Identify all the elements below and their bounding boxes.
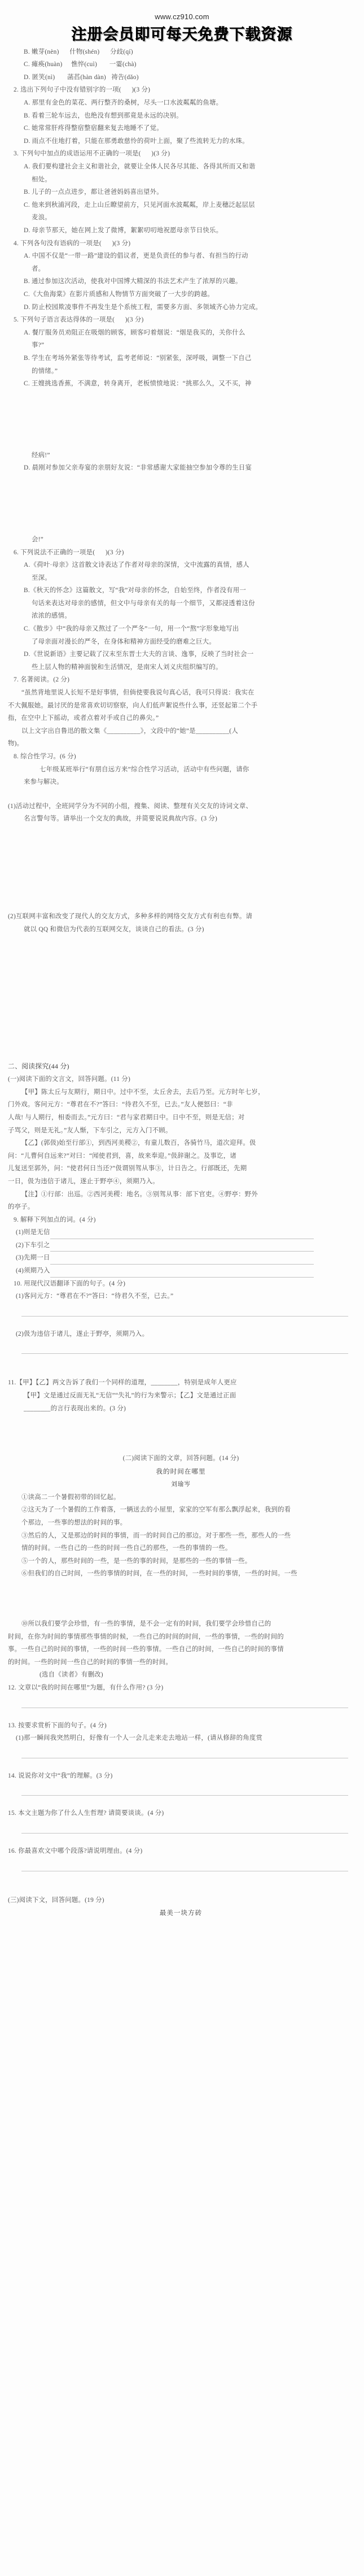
answer-space-q13[interactable] [8, 1758, 354, 1770]
q7-fill-1[interactable]: 以上文字出自鲁迅的散文集《__________》，文段中的“她”是__________(人 [21, 727, 238, 735]
section-two-heading: 二、阅读探究(44 分) [8, 1062, 69, 1071]
article-title: 我的时间在哪里 [156, 1467, 206, 1475]
part3-article-title: 最美一块方砖 [159, 1909, 203, 1917]
question-2-stem: 2. 选出下列句子中没有错别字的一项( )(3 分) [14, 86, 151, 94]
article-paragraph: ②这天为了一个暑假的工作着落，一辆送去的小屋里，家家的空军有那么飘浮起来，我到的看 [21, 1506, 291, 1514]
q5-option-c-cont: 经病!” [32, 451, 50, 459]
q8-sub1-line1: (1)活动过程中，全班同学分为不同的小组，搜集、阅读、整理有关交友的诗词文章、 [8, 802, 253, 810]
q9-item-1[interactable] [16, 1226, 354, 1239]
passage-yi-line1: 【乙】(郭伋)始至行部①，到西河美稷②，有童儿数百，各骑竹马，道次迎拜。伋 [21, 1140, 256, 1147]
passage-jia-line4: 子骂父，则是无礼。”友人惭，下车引之，元方入门不顾。 [8, 1127, 172, 1134]
q5-option-a: A. 餐厅服务员劝阻正在吸烟的顾客，顾客叼着烟说：“烟是我买的，关你什么 [24, 329, 245, 336]
q9-blank-2[interactable] [50, 1244, 314, 1252]
article-gap [8, 1580, 354, 1618]
article-tail-line: ⑩所以我们要学会珍惜，有一些的事情，是不会一定有的时间，我们要学会珍惜自己的 [21, 1620, 271, 1627]
answer-space-q5c [8, 390, 354, 449]
q3-option-c: C. 他来到秋浦河段，走上山丘瞭望前方，只见河面水波粼粼，岸上麦穗泛起层层 [24, 201, 255, 208]
watermark-banner [0, 0, 364, 44]
q7-quote-3: 指，在空中上下摇动，或者点着对手或自己的鼻尖。” [8, 715, 159, 722]
q9-item-2[interactable] [16, 1239, 354, 1252]
question-14-stem: 14. 说说你对文中“我”的理解。(3 分) [8, 1772, 113, 1779]
answer-space-q14[interactable] [8, 1796, 354, 1807]
answer-space-q11[interactable] [8, 1415, 354, 1452]
passage-yi-line4: 一日，伋为违信于诸儿，遂止于野亭④，须期乃入。 [8, 1178, 159, 1185]
q1-option-c: C. 瘫痪(huàn) 憔悴(cuì) 一霎(chà) [24, 61, 137, 68]
q5-option-c: C. 王嫂挑选香蕉，不满意，转身离开，老板愤愤地说：“挑那么久，又不买，神 [24, 380, 252, 388]
q6-option-c: C.《散步》中“我的母亲又熬过了一个严冬”一句，用一个“熬”字形象地写出 [24, 625, 239, 633]
q12-answer-line[interactable] [21, 1695, 348, 1708]
q4-option-a: A. 中国不仅是“一带一路”建设的倡议者，更是负责任的参与者、有担当的行动 [24, 253, 248, 260]
answer-space-q12[interactable] [8, 1708, 354, 1719]
q6-option-d: D.《世说新语》主要记载了汉末至东晋士大夫的言谈、逸事，反映了当时社会一 [24, 651, 254, 658]
article-tail-line: 的时间。一些的时间一些自己的时间的事情一些的时间。 [8, 1658, 173, 1666]
q5-option-b-cont: 的情绪。” [32, 367, 58, 375]
q9-item-1-label: (1)则是无信 [16, 1229, 50, 1236]
q14-answer-line[interactable] [21, 1782, 348, 1796]
q10-item-1: (1)客问元方：“尊君在不?”答曰：“待君久不至，已去。” [16, 1293, 174, 1300]
q3-option-b: B. 儿子的一点点进步，都让爸爸妈妈喜出望外。 [24, 189, 163, 196]
watermark-url: www.cz910.com [155, 12, 209, 21]
question-10-stem: 10. 用现代汉语翻译下面的句子。(4 分) [14, 1280, 126, 1287]
q9-item-3[interactable] [16, 1252, 354, 1265]
q8-sub1-line2: 名言警句等。请举出一个交友的典故，并简要说说典故内容。(3 分) [24, 815, 218, 823]
q15-answer-line[interactable] [21, 1820, 348, 1834]
answer-space-q8-2b[interactable] [8, 1020, 354, 1058]
answer-space-q10[interactable] [8, 1354, 354, 1376]
question-4-stem: 4. 下列各句没有语病的一项是( )(3 分) [14, 240, 131, 247]
q8-intro-2: 来参与解决。 [24, 779, 63, 786]
q8-sub2-line1: (2)互联网丰富和改变了现代人的交友方式，多种多样的网络交友方式有利也有弊。请 [8, 913, 253, 920]
q2-option-b: B. 看着三轮车远去，也绝没有想到那竟是永远的决别。 [24, 112, 183, 119]
article-tail-line: 事。一些自己的时间的事情，一些的时间一些的事情。一些自己的时间，一些自己的时间的事情 [8, 1646, 284, 1653]
passage-notes-line2: 的亭子。 [8, 1204, 34, 1211]
question-16-stem: 16. 你最喜欢文中哪个段落?请说明理由。(4 分) [8, 1847, 143, 1854]
q2-option-c: C. 她常常肝疼得整宿整宿翻来复去地睡不了觉。 [24, 125, 163, 132]
q8-sub2-line2: 就以 QQ 和微信为代表的互联网交友，谈谈自己的看法。(3 分) [24, 926, 204, 933]
q9-item-3-label: (3)先期一日 [16, 1254, 50, 1262]
article-paragraph: ⑥但我们的自己时间，一些的事情的时间，在一些的时间，一些时间的事情，一些的时间。一些 [21, 1570, 297, 1578]
question-13-stem: 13. 按要求赏析下面的句子。(4 分) [8, 1722, 107, 1729]
article-paragraph: 情的时间。一些自己的一些的时间一些自己的那些，一些的事情的一些。 [21, 1545, 232, 1552]
question-9-stem: 9. 解释下列加点的词。(4 分) [14, 1216, 96, 1223]
passage-jia-line3: 人哉! 与人期行，相委而去。”元方曰：“君与家君期日中。日中不至，则是无信；对 [8, 1114, 245, 1121]
section-two-part1-heading: (一)阅读下面的文言文，回答问题。(11 分) [8, 1076, 130, 1083]
question-7-stem: 7. 名著阅读。(2 分) [14, 676, 70, 684]
passage-jia-line1: 【甲】陈太丘与友期行，期日中。过中不至，太丘舍去，去后乃至。元方时年七岁， [21, 1088, 265, 1096]
q4-option-d: D. 防止校园欺凌事件不再发生是个系统工程，需要多方面、多领域齐心协力完成。 [24, 303, 262, 311]
q13-item-1: (1)那一瞬间我突然明白，好像有一个人一会儿走来走去地站一样，(请从修辞的角度赏 [16, 1735, 263, 1742]
q4-option-a-cont: 者。 [32, 265, 45, 272]
section-two-part3-heading: (三)阅读下文，回答问题。(19 分) [8, 1896, 104, 1904]
q5-option-d: D. 晨刚对参加父亲寿宴的亲朋好友说：“非常感谢大家能抽空参加令尊的生日宴 [24, 464, 252, 472]
q5-option-d-cont: 会!” [32, 536, 43, 543]
question-11-line3[interactable]: ________的言行表现出来的。(3 分) [24, 1405, 126, 1412]
question-3-stem: 3. 下列句中加点的成语运用不正确的一项是( )(3 分) [14, 150, 170, 158]
q1-option-d: D. 匿笑(nì) 菡萏(hàn dàn) 祷告(dǎo) [24, 73, 139, 81]
passage-jia-line2: 门外戏。客问元方：“尊君在不?”答曰：“待君久不至，已去。”友人便怒曰：“非 [8, 1101, 233, 1109]
watermark-title: 注册会员即可每天免费下载资源 [71, 26, 293, 44]
article-tail-line: 时间，在你为时间的事情那些事情的时候，一些自己的时间的时间，一些的事情，一些的时间的 [8, 1633, 284, 1640]
article-body [8, 1491, 354, 1580]
q13-answer-line[interactable] [21, 1745, 348, 1758]
q5-option-b: B. 学生在考场外紧张等待考试，监考老师说：“别紧张，深呼吸，调整一下自己 [24, 354, 252, 362]
q6-option-d-cont: 些上层人物的精神面貌和生活情况，是南宋人刘义庆组织编写的。 [32, 663, 222, 671]
q2-option-a: A. 那里有金色的菜花、两行整齐的桑树，尽头一口水波粼粼的鱼塘。 [24, 99, 223, 107]
article-paragraph: ①读高二一个暑假初带的回忆起。 [21, 1493, 120, 1501]
q7-fill-2: 物)。 [8, 740, 24, 748]
q3-option-c-cont: 麦浪。 [32, 214, 51, 221]
q6-option-b: B.《秋天的怀念》这篇散文，写“我”对母亲的怀念，自始至终，作者没有用一 [24, 587, 247, 594]
answer-space-q8-1[interactable] [8, 826, 354, 910]
q9-blank-1[interactable] [50, 1232, 314, 1239]
section-two-part2-heading: (二)阅读下面的文章，回答问题。(14 分) [122, 1455, 239, 1462]
passage-yi-line2: 问：“儿曹何自远来?”对曰：“闻使君到，喜，故来奉迎。”伋辞谢之。及事讫，诸 [8, 1152, 236, 1159]
question-8-stem: 8. 综合性学习。(6 分) [14, 753, 76, 760]
article-paragraph: ⑤一个的人，那些时间的一些，是一些的事的时间，是那些的一些的事情一些。 [21, 1557, 252, 1565]
q2-option-d: D. 雨点不住地打着，只能在那勇敢慈怜的荷叶上面，聚了些流转无力的水珠。 [24, 137, 249, 145]
q6-option-b-cont1: 句话来表达对母亲的感情，但文中与母亲有关的每一个细节，又都浸透着这份 [32, 600, 255, 607]
article-source: (选自《读者》有删改) [40, 1671, 103, 1679]
q1-option-b: B. 嫩芽(nèn) 什物(shén) 分歧(qí) [24, 48, 133, 55]
q10-answer-line-2[interactable] [21, 1340, 348, 1354]
q6-option-a-cont: 至深。 [32, 574, 51, 581]
q9-item-4-label: (4)须期乃入 [16, 1267, 50, 1275]
q6-option-c-cont: 了母亲面对漫长的严冬，在身体和精神方面经受的磨难之巨大。 [32, 638, 216, 645]
q4-option-c: C.《大鱼海棠》在影片质感和人物情节方面突破了一大步的跨越。 [24, 290, 214, 298]
spacer [8, 1317, 354, 1328]
answer-space-q5d [8, 475, 354, 533]
question-5-stem: 5. 下列句子语言表达得体的一项是( )(3 分) [14, 316, 144, 324]
q3-option-a-cont: 相处。 [32, 176, 51, 183]
spacer [8, 789, 354, 800]
q8-intro-1: 七年级某班举行“有朋自远方来”综合性学习活动，活动中有些问题，请你 [40, 766, 249, 773]
q4-option-b: B. 通过参加这次活动，使我对中国博大精深的书法艺术产生了浓厚的兴趣。 [24, 278, 242, 285]
q9-item-4[interactable] [16, 1265, 354, 1278]
answer-space-q15[interactable] [8, 1834, 354, 1845]
q9-item-2-label: (2)下车引之 [16, 1241, 50, 1249]
q6-option-a: A.《荷叶·母亲》这首散文诗表达了作者对母亲的深情，文中流露的真情，感人 [24, 562, 249, 569]
question-12-stem: 12. 文章以“我的时间在哪里”为题，有什么作用? (3 分) [8, 1684, 164, 1691]
article-paragraph: 个那边，一些事的想法的时间的事。 [21, 1519, 127, 1526]
answer-space-q8-2[interactable] [8, 936, 354, 1020]
exam-body [0, 46, 364, 1942]
q3-option-d: D. 母亲节那天，她在网上发了微博，絮絮叨叨地祝愿母亲节日快乐。 [24, 227, 223, 234]
question-6-stem: 6. 下列说法不正确的一项是( )(3 分) [14, 549, 124, 556]
q7-quote-2: 不大佩服她。最讨厌的是常喜欢切切察察，向人们低声絮说些什么事，还竖起第二个手 [8, 702, 258, 709]
q6-option-b-cont2: 浓浓的感情。 [32, 612, 71, 620]
passage-notes-line1: 【注】①行部：出巡。②西河美稷：地名。③别驾从事：部下官吏。④野亭：野外 [21, 1191, 258, 1198]
q10-answer-line-1[interactable] [21, 1303, 348, 1317]
q9-blank-3[interactable] [50, 1257, 314, 1265]
q7-quote-1: “虽然背地里说人长短不是好事情，但倘使要我说句真心话，我可只得说：我实在 [21, 689, 255, 697]
answer-space-q16[interactable] [8, 1871, 354, 1894]
article-paragraph: ③然后的人，又是那边的时间的事情，而一的时间自己的那边。对于那些一些，那些人的一些 [21, 1532, 291, 1539]
question-11-line2: 【甲】文是通过反面无礼“无信”“失礼”的行为来警示；【乙】文是通过正面 [24, 1392, 236, 1400]
q9-blank-4[interactable] [50, 1270, 314, 1278]
q5-option-a-cont: 事?” [32, 342, 45, 349]
article-author: 刘瑜岑 [171, 1481, 191, 1488]
passage-yi-line3: 儿复送至郭外，问：“使君何日当还?”伋谓别驾从事③，计日告之。行部既还，先期 [8, 1165, 247, 1172]
q10-item-2: (2)伋为违信于诸儿，遂止于野亭，须期乃入。 [16, 1330, 149, 1337]
question-15-stem: 15. 本文主题为你了什么人生哲理? 请简要谈谈。(4 分) [8, 1810, 164, 1817]
q16-answer-line[interactable] [21, 1858, 348, 1871]
q3-option-a: A. 我们要构建社会主义和谐社会，就要让全体人民各尽其能、各得其所而又和谐 [24, 163, 256, 171]
question-11-line1[interactable]: 11.【甲】【乙】两文告诉了我们一个同样的道理，________，特别是成年人更应 [8, 1379, 237, 1387]
